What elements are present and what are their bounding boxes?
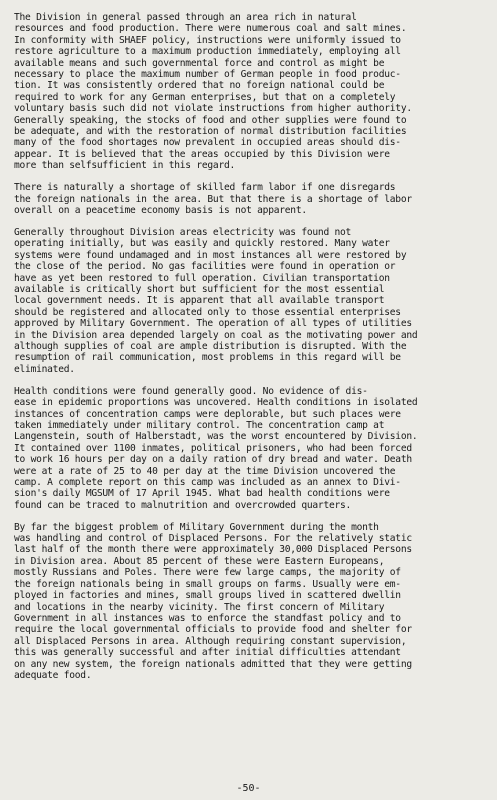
paragraph-health: Health conditions were found generally good. No evidence of dis- ease in epidemic proportions was uncovered. Health conditions in isolated instances of concentration camps were deplorable, but such places were taken immediately under military control. The concentration camp at Langenstein, south of Halberstadt, was the worst encountered by Division. It contained over 1100 inmates, political prisoners, who had been forced to work 16 hours per day on a daily ration of dry bread and water. Death were at a rate of 25 to 40 per day at the time Division uncovered the camp. A complete report on this camp was included as an annex to Divi- sion's daily MGSUM of 17 April 1945. What bad health conditions were found can be traced to malnutrition and overcrowded quarters. <box>14 385 418 511</box>
paragraph-labor: There is naturally a shortage of skilled farm labor if one disregards the foreign nationals in the area. But that there is a shortage of labor overall on a peacetime economy basis is not apparent. <box>14 182 412 216</box>
page-number: -50- <box>236 783 261 794</box>
paragraph-resources: The Division in general passed through an area rich in natural resources and food production. There were numerous coal and salt mines. In conformity with SHAEF policy, instructions were uniformly issued to restore agriculture to a maximum production immediately, employing all available means and such governmental force and control as might be necessary to place the maximum number of German people in food produc- tion. It was consistently ordered that no foreign national could be required to work for any German enterprises, but that on a completely voluntary basis such did not violate instructions from higher authority. Generally speaking, the stocks of food and other supplies were found to be adequate, and with the restoration of normal distribution facilities many of the food shortages now prevalent in occupied areas should dis- appear. It is believed that the areas occupied by this Division were more than selfsufficient in this regard. <box>14 12 412 172</box>
paragraph-utilities: Generally throughout Division areas electricity was found not operating initially, but was easily and quickly restored. Many water systems were found undamaged and in most instances all were restored by the close of the period. No gas facilities were found in operation or have as yet been restored to full operation. Civilian transportation available is critically short but sufficient for the most essential local government needs. It is apparent that all available transport should be registered and allocated only to those essential enterprises approved by Military Government. The operation of all types of utilities in the Division area depended largely on coal as the motivating power and although supplies of coal are ample distribution is disrupted. With the resumption of rail communication, most problems in this regard will be eliminated. <box>14 226 418 375</box>
paragraph-displaced-persons: By far the biggest problem of Military Government during the month was handling and control of Displaced Persons. For the relatively static last half of the month there were approximately 30,000 Displaced Persons in Division area. About 85 percent of these were Eastern Europeans, mostly Russians and Poles. There were few large camps, the majority of the foreign nationals being in small groups on farms. Usually were em- ployed in factories and mines, small groups lived in scattered dwellin and locations in the nearby vicinity. The first concern of Military Government in all instances was to enforce the standfast policy and to require the local governmental officials to provide food and shelter for all Displaced Persons in area. Although requiring constant supervision, this was generally successful and after initial difficulties attendant on any new system, the foreign nationals admitted that they were getting adequate food. <box>14 521 412 681</box>
